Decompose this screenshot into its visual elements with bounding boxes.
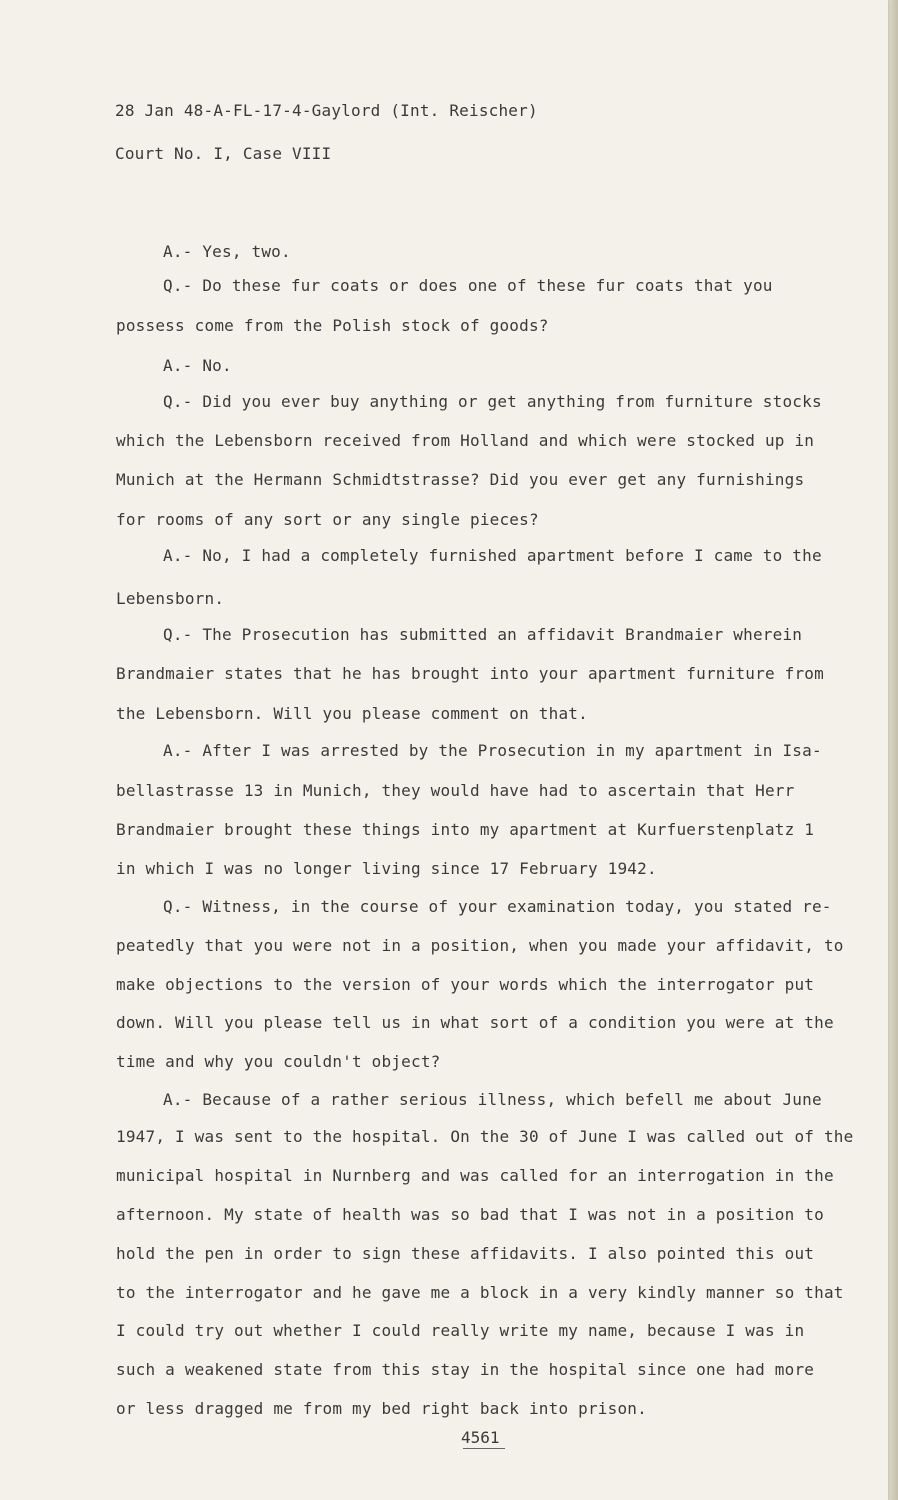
header-court: Court No. I, Case VIII bbox=[115, 144, 332, 163]
text-line: down. Will you please tell us in what sort of a condition you were at the bbox=[116, 1013, 834, 1032]
text-line: Q.- Did you ever buy anything or get anything from furniture stocks bbox=[163, 392, 822, 411]
text-line: A.- No, I had a completely furnished apartment before I came to the bbox=[163, 546, 822, 565]
page-number: 4561 bbox=[461, 1428, 500, 1447]
text-line: make objections to the version of your words which the interrogator put bbox=[116, 975, 815, 994]
text-line: peatedly that you were not in a position, when you made your affidavit, to bbox=[116, 936, 844, 955]
text-line: A.- Yes, two. bbox=[163, 242, 291, 261]
text-line: A.- After I was arrested by the Prosecution in my apartment in Isa- bbox=[163, 741, 822, 760]
text-line: Lebensborn. bbox=[116, 589, 225, 608]
text-line: or less dragged me from my bed right back into prison. bbox=[116, 1399, 647, 1418]
text-line: A.- No. bbox=[163, 356, 232, 375]
text-line: time and why you couldn't object? bbox=[116, 1052, 441, 1071]
page-edge bbox=[890, 0, 898, 1500]
text-line: Brandmaier states that he has brought into your apartment furniture from bbox=[116, 664, 824, 683]
text-line: hold the pen in order to sign these affidavits. I also pointed this out bbox=[116, 1244, 815, 1263]
text-line: bellastrasse 13 in Munich, they would have had to ascertain that Herr bbox=[116, 781, 795, 800]
text-line: Munich at the Hermann Schmidtstrasse? Did you ever get any furnishings bbox=[116, 470, 805, 489]
text-line: municipal hospital in Nurnberg and was called for an interrogation in the bbox=[116, 1166, 834, 1185]
text-line: 1947, I was sent to the hospital. On the 30 of June I was called out of the bbox=[116, 1127, 854, 1146]
text-line: Q.- Witness, in the course of your examination today, you stated re- bbox=[163, 897, 832, 916]
text-line: afternoon. My state of health was so bad that I was not in a position to bbox=[116, 1205, 824, 1224]
text-line: Q.- Do these fur coats or does one of these fur coats that you bbox=[163, 276, 773, 295]
text-line: the Lebensborn. Will you please comment on that. bbox=[116, 704, 588, 723]
text-line: such a weakened state from this stay in the hospital since one had more bbox=[116, 1360, 815, 1379]
text-line: to the interrogator and he gave me a block in a very kindly manner so that bbox=[116, 1283, 844, 1302]
text-line: Brandmaier brought these things into my apartment at Kurfuerstenplatz 1 bbox=[116, 820, 815, 839]
text-line: in which I was no longer living since 17 February 1942. bbox=[116, 859, 657, 878]
header-reference: 28 Jan 48-A-FL-17-4-Gaylord (Int. Reischer) bbox=[115, 101, 538, 120]
page-number-underline bbox=[463, 1448, 505, 1449]
text-line: A.- Because of a rather serious illness, which befell me about June bbox=[163, 1090, 822, 1109]
text-line: possess come from the Polish stock of goods? bbox=[116, 316, 549, 335]
text-line: which the Lebensborn received from Holland and which were stocked up in bbox=[116, 431, 815, 450]
text-line: I could try out whether I could really write my name, because I was in bbox=[116, 1321, 805, 1340]
text-line: for rooms of any sort or any single pieces? bbox=[116, 510, 539, 529]
text-line: Q.- The Prosecution has submitted an affidavit Brandmaier wherein bbox=[163, 625, 803, 644]
